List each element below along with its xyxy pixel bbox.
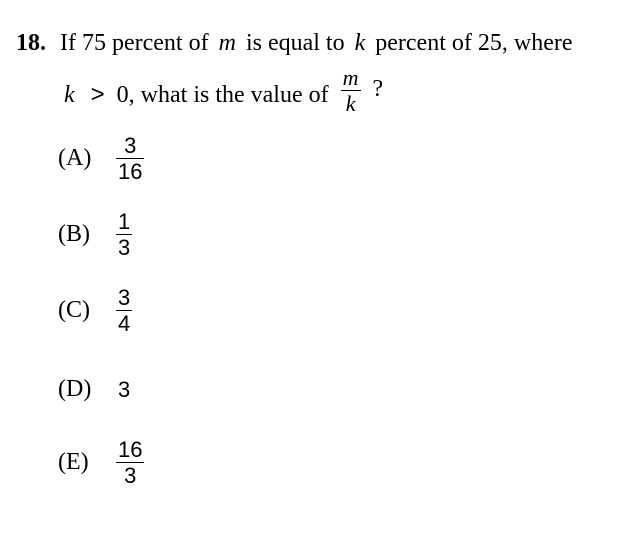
fraction-denominator: k [345,91,356,117]
choice-fraction [116,134,144,183]
fraction-denominator: 4 [118,311,131,337]
fraction-denominator: 3 [124,463,137,489]
choice-letter: (B) [58,221,90,248]
variable-k: k [354,30,366,56]
question-text-part-4: 0, what is the value of [116,82,329,109]
fraction-numerator: 3 [116,134,144,159]
fraction-denominator: 16 [118,159,143,185]
variable-m: m [218,30,236,56]
choice-letter: (A) [58,145,92,172]
question-text-part-3: percent of 25, where [375,30,573,56]
choice-fraction [116,210,132,259]
fraction-denominator: 3 [118,235,131,261]
fraction-numerator: m [342,65,359,90]
question-text-part-1: If 75 percent of [60,30,209,56]
answer-choice-a[interactable] [58,134,150,183]
question-text-part-2: is equal to [245,30,345,56]
fraction-numerator: 16 [118,437,143,462]
question-line-1 [16,28,573,58]
answer-choice-d[interactable] [58,376,130,403]
answer-choice-b[interactable] [58,210,138,259]
answer-choice-e[interactable] [58,438,150,487]
question-number: 18. [16,30,46,56]
answer-choice-c[interactable] [58,286,138,335]
question-mark: ? [372,76,384,103]
choice-letter: (C) [58,297,90,324]
m-over-k-fraction [341,66,361,115]
question-line-2 [64,65,384,121]
variable-k-condition: k [64,82,75,109]
choice-fraction [116,286,132,335]
choice-letter: (D) [58,376,92,402]
fraction-numerator: 1 [118,209,131,234]
choice-letter: (E) [58,449,89,476]
choice-fraction [116,438,144,487]
fraction-numerator: 3 [118,285,131,310]
greater-than-sign: > [90,81,105,109]
choice-value: 3 [118,376,131,402]
